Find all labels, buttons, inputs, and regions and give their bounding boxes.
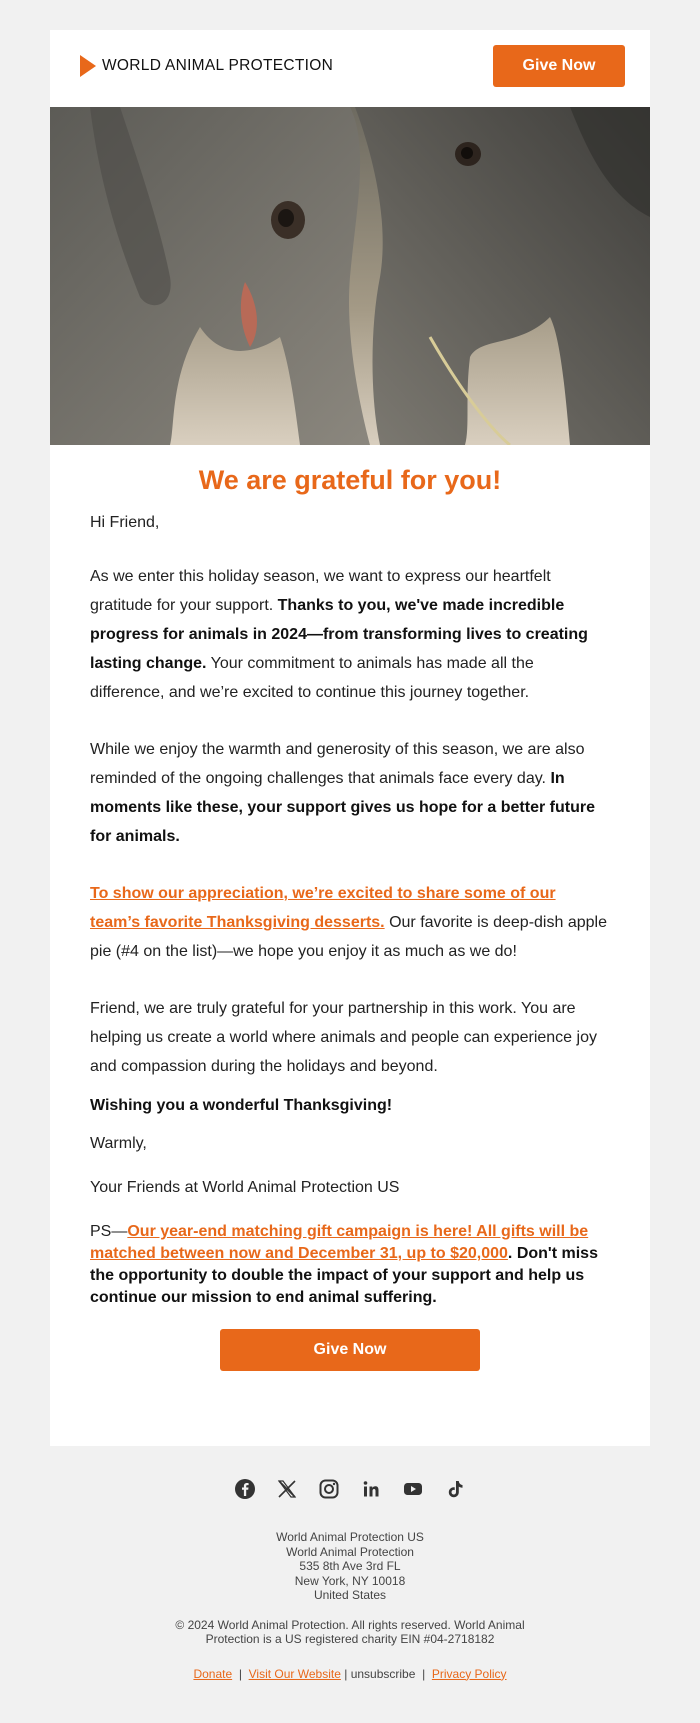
sign-off: Warmly, [90, 1135, 147, 1152]
p2-text: While we enjoy the warmth and generosity of this season, we are also reminded of the ongoing challenges that animals face every day. [90, 741, 585, 787]
linkedin-icon[interactable] [360, 1478, 382, 1500]
instagram-icon[interactable] [318, 1478, 340, 1500]
address-line: World Animal Protection [286, 1544, 414, 1559]
unsubscribe-link[interactable]: unsubscribe [350, 1666, 416, 1681]
x-icon[interactable] [276, 1478, 298, 1500]
logo[interactable] [80, 55, 333, 77]
paragraph-4: Friend, we are truly grateful for your partnership in this work. You are helping us create a world where animals and people can experience joy and compassion during the holidays and beyond. [90, 1000, 597, 1075]
headline: We are grateful for you! [198, 465, 502, 495]
desserts-link[interactable]: To show our appreciation, we’re excited to share some of our team’s favorite Thanksgiving desserts. [90, 885, 556, 931]
footer [0, 1530, 700, 1681]
address-line: United States [313, 1588, 387, 1602]
elephants-image [50, 107, 650, 445]
p1-bold: Thanks to you, we've made incredible progress for animals in 2024—from transforming lives to creating lasting change. [90, 597, 588, 672]
email-body [90, 465, 610, 1371]
social-links [0, 1478, 700, 1500]
privacy-policy-link[interactable]: Privacy Policy [431, 1666, 507, 1681]
logo-text: WORLD ANIMAL PROTECTION [102, 57, 334, 74]
website-link[interactable]: Visit Our Website [248, 1666, 341, 1681]
give-now-button-top[interactable]: Give Now [493, 45, 625, 87]
footer-links [0, 1667, 700, 1682]
matching-gift-link[interactable]: Our year-end matching gift campaign is here! All gifts will be matched between now and December 31, up to $20,000 [90, 1223, 589, 1262]
paragraph-2 [90, 735, 610, 851]
facebook-icon[interactable] [234, 1478, 256, 1500]
p1-text: As we enter this holiday season, we want to express our heartfelt gratitude for your support. [90, 568, 551, 614]
donate-link[interactable]: Donate [193, 1666, 233, 1681]
address-line: 535 8th Ave 3rd FL [299, 1559, 401, 1573]
wish-bold: Wishing you a wonderful Thanksgiving! [90, 1097, 393, 1114]
hero-image[interactable] [50, 107, 650, 445]
youtube-icon[interactable] [402, 1478, 424, 1500]
postscript [90, 1221, 610, 1309]
separator: | [238, 1666, 242, 1681]
give-now-button-bottom[interactable]: Give Now [220, 1329, 480, 1371]
logo-arrow-icon [80, 55, 96, 77]
signature: Your Friends at World Animal Protection US [90, 1179, 400, 1196]
ps-bold: . Don't miss the opportunity to double the impact of your support and help us continue our mission to end animal suffering. [90, 1245, 598, 1306]
p2-bold: In moments like these, your support gives us hope for a better future for animals. [90, 770, 595, 845]
address-line: New York, NY 10018 [294, 1573, 406, 1588]
p3-text: Our favorite is deep-dish apple pie (#4 on the list)—we hope you enjoy it as much as we do! [90, 914, 607, 960]
tiktok-icon[interactable] [444, 1478, 466, 1500]
email-header [50, 30, 650, 107]
footer-legal: © 2024 World Animal Protection. All rights reserved. World Animal Protection is a US registered charity EIN #04-2718182 [175, 1617, 525, 1646]
wish-text [90, 1095, 610, 1117]
greeting: Hi Friend, [90, 514, 160, 531]
separator: | [344, 1666, 348, 1681]
separator: | [422, 1666, 426, 1681]
email-card [50, 30, 650, 1446]
ps-prefix: PS— [90, 1223, 128, 1240]
p1-text-end: Your commitment to animals has made all the difference, and we’re excited to continue this journey together. [90, 655, 534, 701]
paragraph-1 [90, 562, 610, 707]
address-line: World Animal Protection US [276, 1530, 424, 1544]
paragraph-3 [90, 879, 610, 966]
footer-address [0, 1530, 700, 1603]
